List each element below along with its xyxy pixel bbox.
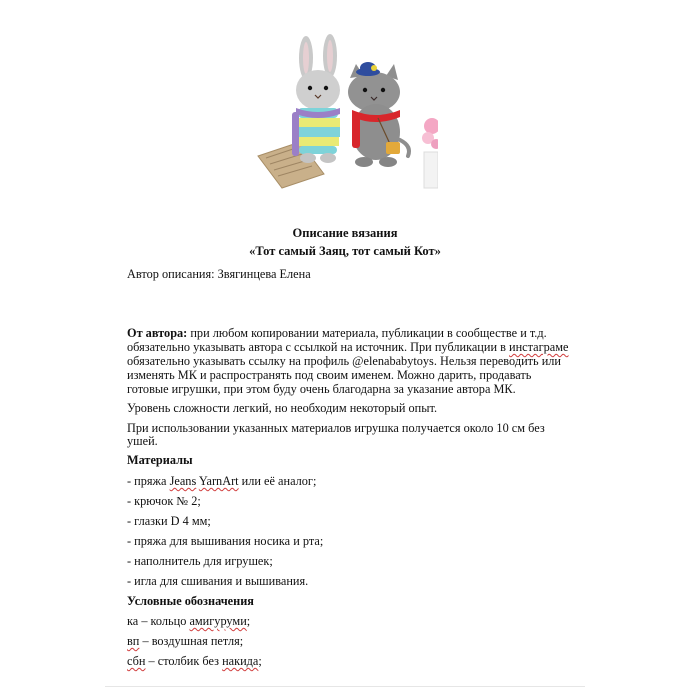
material-yarn-prefix: - пряжа [127,474,170,488]
legend-sbn [127,654,567,668]
from-author-line-3: обязательно указывать ссылку на профиль @elenababytoys. Нельзя переводить или [127,354,562,368]
from-author-line-5: готовые игрушки, при этом буду очень благодарна за указание автора МК. [127,382,516,396]
material-eyes: - глазки D 4 мм; [127,514,211,528]
legend-sbn-suffix: ; [258,654,262,668]
legend-ka-prefix: ка – кольцо [127,614,190,628]
legend-ka [127,614,567,628]
from-author-line-1 [127,326,567,340]
legend-sbn-mid: – столбик без [145,654,223,668]
legend-vp [127,634,567,648]
legend-vp-rest: – воздушная петля; [139,634,244,648]
from-author-line-4: изменять МК и распространять под своим именем. Можно дарить, продавать [127,368,532,382]
size-line-2: ушей. [127,434,158,448]
material-embroidery-yarn: - пряжа для вышивания носика и рта; [127,534,324,548]
legend-sbn-word: сбн [127,654,146,668]
instagram-word: инстаграме [509,340,569,354]
size-line-1: При использовании указанных материалов игрушка получается около 10 см без [127,421,545,435]
document-title: Описание вязания [292,226,398,240]
from-author-text-2: обязательно указывать автора с ссылкой на источник. При публикации в [127,340,510,354]
yarn-brand-jeans: Jeans [169,474,197,488]
material-needle: - игла для сшивания и вышивания. [127,574,309,588]
legend-ka-word: амигуруми [189,614,247,628]
cat-toy-image [348,62,409,167]
author-line: Автор описания: Звягинцева Елена [127,267,311,281]
document-subtitle: «Тот самый Заяц, тот самый Кот» [249,244,441,258]
difficulty-line: Уровень сложности легкий, но необходим некоторый опыт. [127,401,438,415]
legend-ka-suffix: ; [246,614,251,628]
bunny-toy-image [292,34,340,163]
material-yarn-suffix: или её аналог; [238,474,317,488]
material-filler: - наполнитель для игрушек; [127,554,273,568]
yarn-brand-yarnart: YarnArt [198,474,239,488]
from-author-text-1: при любом копировании материала, публикации в сообществе и т.д. [187,326,547,340]
material-yarn [127,474,567,488]
legend-vp-word: вп [127,634,140,648]
legend-sbn-word2: накида [222,654,259,668]
toys-photo [252,28,438,196]
toys-illustration [252,28,438,196]
page-bottom-rule [105,686,585,687]
flowers-image [422,118,438,188]
from-author-label: От автора: [127,326,188,340]
material-hook: - крючок № 2; [127,494,201,508]
from-author-line-2 [127,340,567,354]
legend-heading: Условные обозначения [127,594,254,608]
materials-heading: Материалы [127,453,193,467]
